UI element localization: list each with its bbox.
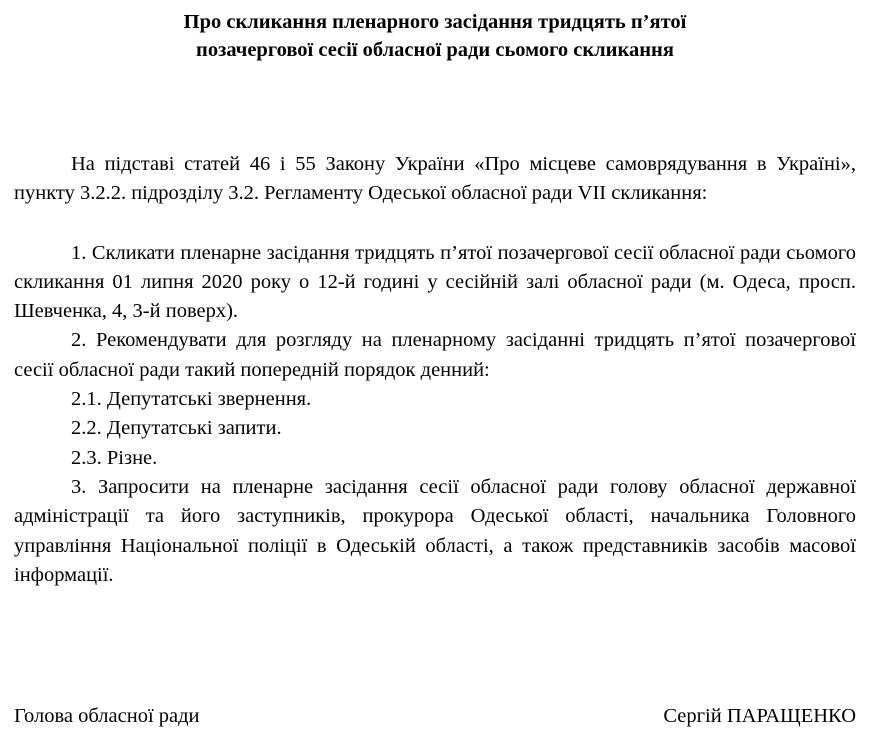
item-2-paragraph: 2. Рекомендувати для розгляду на пленарному засіданні тридцять п’ятої позачергової сесії обласної ради такий попередній порядок денний: [14,329,856,381]
title-line-1: Про скликання пленарного засідання тридцять п’ятої [183,11,687,33]
item-3-paragraph: 3. Запросити на пленарне засідання сесії обласної ради голову обласної державної адміністрації та його заступників, прокурора Одеської області, начальника Головного управління Національної поліції в Одеській області, а також представників засобів масової інформації. [14,475,856,586]
signature-name: Сергій ПАРАЩЕНКО [663,705,856,727]
item-1-paragraph: 1. Скликати пленарне засідання тридцять п’ятої позачергової сесії обласної ради сьомого скликання 01 липня 2020 року о 12-й годині у сесійній залі обласної ради (м. Одеса, просп. Шевченка, 4, 3-й поверх). [14,241,856,323]
preamble-paragraph: На підставі статей 46 і 55 Закону України «Про місцеве самоврядування в Україні», пункту 3.2.2. підрозділу 3.2. Регламенту Одеської обласної ради VII скликання: [14,153,856,205]
agenda-item-1: 2.1. Депутатські звернення. [71,388,312,411]
signature-position: Голова обласної ради [14,705,200,727]
document-body [14,150,856,590]
document-title [14,8,856,64]
title-line-2: позачергової сесії обласної ради сьомого скликання [196,39,674,61]
agenda-item-2: 2.2. Депутатські запити. [71,417,282,440]
agenda-item-3: 2.3. Різне. [71,446,158,469]
document-page [14,0,856,737]
